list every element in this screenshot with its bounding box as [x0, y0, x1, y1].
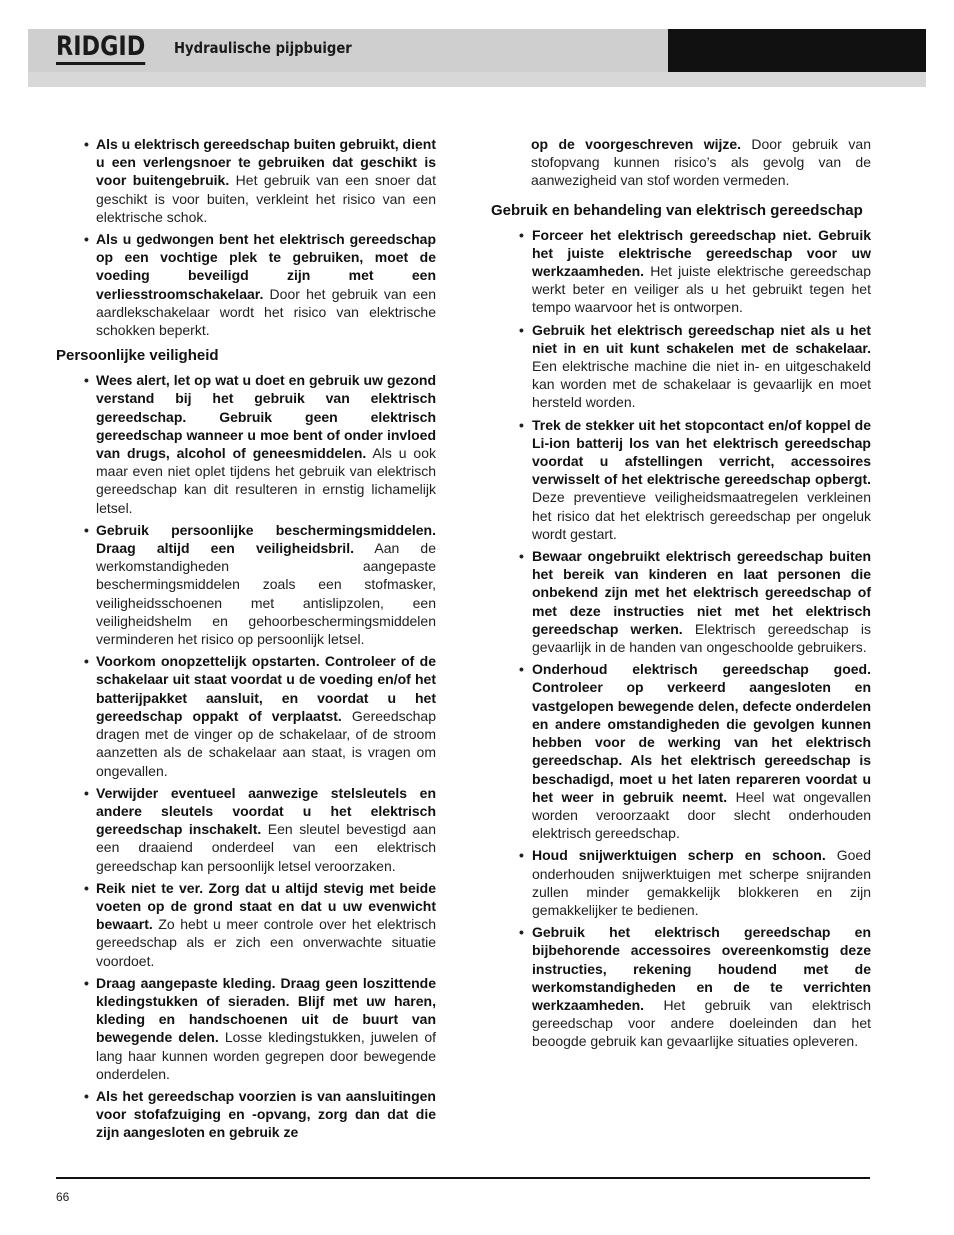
page-number: 66: [56, 1190, 70, 1204]
tool-use-list: [491, 226, 871, 1051]
right-column: [491, 135, 871, 1055]
header-black-block: [668, 29, 926, 72]
list-item: • Als u elektrisch gereedschap buiten gebruikt, dient u een verlengsnoer te gebruiken dat geschikt is voor buitengebruik. Het gebruik van een snoer dat geschikt is voor buiten, verkleint het risico van een elektrische schok.: [56, 135, 436, 226]
header-title: Hydraulische pijpbuiger: [174, 39, 352, 57]
section-heading-personal-safety: Persoonlijke veiligheid: [56, 347, 219, 365]
list-item: • Houd snijwerktuigen scherp en schoon. Goed onderhouden snijwerktuigen met scherpe snijranden zullen minder gemakkelijk blokkeren en zijn gemakkelijker te bedienen.: [491, 846, 871, 919]
list-item: • Draag aangepaste kleding. Draag geen loszittende kledingstukken of sieraden. Blijf met uw haren, kleding en handschoenen uit de buurt van bewegende delen. Losse kledingstukken, juwelen of lang haar kunnen worden gegrepen door bewegende onderdelen.: [56, 974, 436, 1083]
list-item: • Gebruik het elektrisch gereedschap niet als u het niet in en uit kunt schakelen met de schakelaar. Een elektrische machine die niet in- en uitgeschakeld kan worden met de schakelaar is gevaarlijk en moet hersteld worden.: [491, 321, 871, 412]
list-item: • Trek de stekker uit het stopcontact en/of koppel de Li-ion batterij los van het elektrisch gereedschap voordat u afstellingen verricht, accessoires verwisselt of het elektrische gereedschap opbergt. Deze preventieve veiligheidsmaatregelen verkleinen het risico dat het elektrisch gereedschap per ongeluk wordt gestart.: [491, 416, 871, 543]
ridgid-logo: RIDGID: [56, 33, 145, 65]
footer-rule: [56, 1177, 870, 1179]
list-item: • Gebruik persoonlijke beschermingsmiddelen. Draag altijd een veiligheidsbril. Aan de werkomstandigheden aangepaste beschermingsmiddelen zoals een stofmasker, veiligheidsschoenen met antislipzolen, een veiligheidshelm en gehoorbeschermingsmiddelen verminderen het risico op persoonlijk letsel.: [56, 521, 436, 648]
list-item: • Voorkom onopzettelijk opstarten. Controleer of de schakelaar uit staat voordat u de voeding en/of het batterijpakket aansluit, en voordat u het gereedschap oppakt of verplaatst. Gereedschap dragen met de vinger op de schakelaar, of de stroom aanzetten als de schakelaar aan staat, is vragen om ongevallen.: [56, 652, 436, 779]
list-item: • Als het gereedschap voorzien is van aansluitingen voor stofafzuiging en -opvang, zorg dan dat die zijn aangesloten en gebruik ze: [56, 1087, 436, 1142]
left-column: [56, 135, 436, 1146]
section-heading-tool-use: Gebruik en behandeling van elektrisch gereedschap: [491, 201, 863, 219]
list-item: • Reik niet te ver. Zorg dat u altijd stevig met beide voeten op de grond staat en dat u uw evenwicht bewaart. Zo hebt u meer controle over het elektrisch gereedschap als er zich een onverwachte situatie voordoet.: [56, 879, 436, 970]
list-item: • Wees alert, let op wat u doet en gebruik uw gezond verstand bij het gebruik van elektrisch gereedschap. Gebruik geen elektrisch gereedschap wanneer u moe bent of onder invloed van drugs, alcohol of geneesmiddelen. Als u ook maar even niet oplet tijdens het gebruik van elektrisch gereedschap kan dit resulteren in ernstig lichamelijk letsel.: [56, 371, 436, 517]
top-bullet-list: [56, 135, 436, 339]
list-item: • Als u gedwongen bent het elektrisch gereedschap op een vochtige plek te gebruiken, moet de voeding beveiligd zijn met een verliesstroomschakelaar. Door het gebruik van een aardlekschakelaar wordt het risico van elektrische schokken beperkt.: [56, 230, 436, 339]
header-shadow: [28, 72, 926, 87]
personal-safety-list: [56, 371, 436, 1141]
list-item: • Gebruik het elektrisch gereedschap en bijbehorende accessoires overeenkomstig deze instructies, rekening houdend met de werkomstandigheden en de te verrichten werkzaamheden. Het gebruik van elektrisch gereedschap voor andere doeleinden dan het beoogde gebruik kan gevaarlijke situaties opleveren.: [491, 923, 871, 1050]
list-item: • Bewaar ongebruikt elektrisch gereedschap buiten het bereik van kinderen en laat personen die onbekend zijn met het elektrisch gereedschap of met deze instructies niet met het elektrisch gereedschap werken. Elektrisch gereedschap is gevaarlijk in de handen van ongeschoolde gebruikers.: [491, 547, 871, 656]
list-item: • Onderhoud elektrisch gereedschap goed. Controleer op verkeerd aangesloten en vastgelopen bewegende delen, defecte onderdelen en andere omstandigheden die gevolgen kunnen hebben voor de werking van het elektrisch gereedschap. Als het elektrisch gereedschap is beschadigd, moet u het laten repareren voordat u het weer in gebruik neemt. Heel wat ongevallen worden veroorzaakt door slecht onderhouden elektrisch gereedschap.: [491, 660, 871, 842]
list-item: • Verwijder eventueel aanwezige stelsleutels en andere sleutels voordat u het elektrisch gereedschap inschakelt. Een sleutel bevestigd aan een draaiend onderdeel van een elektrisch gereedschap kan persoonlijk letsel veroorzaken.: [56, 784, 436, 875]
continued-list-item: op de voorgeschreven wijze. Door gebruik van stofopvang kunnen risico’s als gevolg van de aanwezigheid van stof worden vermeden.: [531, 136, 871, 189]
list-item: • Forceer het elektrisch gereedschap niet. Gebruik het juiste elektrische gereedschap voor uw werkzaamheden. Het juiste elektrische gereedschap werkt beter en veiliger als u het gebruikt tegen het tempo waarvoor het is ontworpen.: [491, 226, 871, 317]
